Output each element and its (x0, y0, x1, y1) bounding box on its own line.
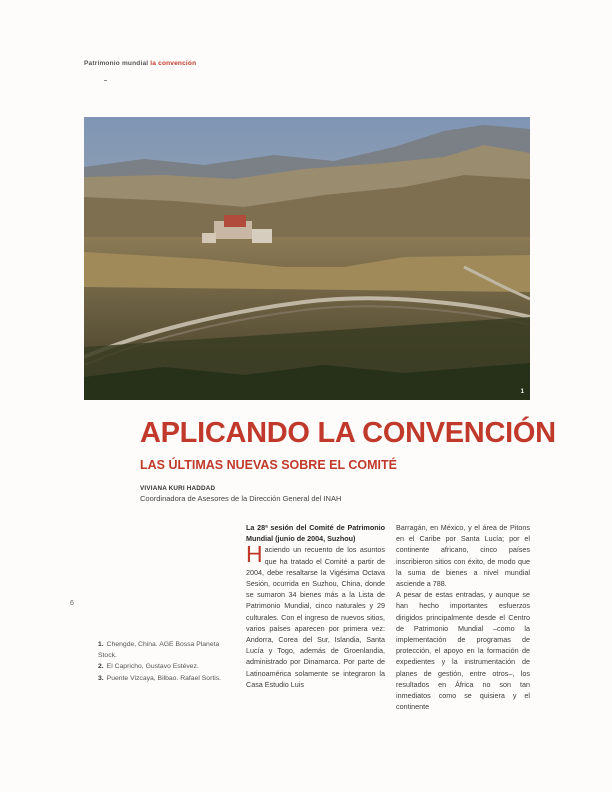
text-column-1 (246, 522, 385, 690)
caption-text: Chengde, China. AGE Bossa Planeta Stock. (98, 641, 220, 660)
body-paragraph-1 (246, 541, 385, 690)
section-suffix: la convención (150, 60, 197, 67)
caption-text: Puente Vizcaya, Bilbao. Rafael Sortis. (106, 674, 222, 682)
caption-item (98, 639, 238, 661)
section-header (84, 60, 196, 67)
body-text-1: aciendo un recuento de los asuntos que ha tratado el Comité a partir de 2004, debe resaltarse la Vigésima Octava Sesión, ocurrida en Suzhou, China, donde se sumaron 34 bienes más a la Lista de Patrimonio Mundial, cinco naturales y 29 culturales. Con el ingreso de nuevos sitios, varios países aparecen por primera vez: Andorra, Corea del Sur, Islandia, Santa Lucía y Togo, además de Groenlandia, administrado por Dinamarca. Por parte de Latinoamérica solamente se integraron la Casa Estudio Luis (246, 545, 385, 689)
article-subtitle: LAS ÚLTIMAS NUEVAS SOBRE EL COMITÉ (140, 458, 397, 472)
section-prefix: Patrimonio mundial (84, 60, 149, 67)
caption-number: 1. (98, 641, 104, 648)
caption-number: 2. (98, 663, 104, 671)
author-role: Coordinadora de Asesores de la Dirección General del INAH (140, 494, 342, 503)
great-wall-illustration (84, 117, 530, 400)
caption-number: 3. (98, 674, 104, 682)
author-name: VIVIANA KURI HADDAD (140, 485, 216, 492)
photo-captions (98, 639, 238, 684)
article-subhead: La 28ª sesión del Comité de Patrimonio Mundial (junio de 2004, Suzhou) (246, 523, 385, 544)
page-number: 6 (70, 600, 74, 607)
body-paragraph-2: Barragán, en México, y el área de Pitons en el Caribe por Santa Lucía; por el continente africano, cinco países inscribieron sitios con éxito, de modo que la suma de bienes a nivel mundial asciende a 788. (396, 523, 530, 589)
caption-item (98, 673, 238, 684)
body-paragraph-3: A pesar de estas entradas, y aunque se han hecho importantes esfuerzos dirigidos principalmente desde el Centro de Patrimonio Mundial –como la implementación de programas de protección, el apoyo en la formación de expedientes y la instrumentación de planes de gestión, entre otros–, los resultados en África no son tan inmediatos como se quisiera y el continente (396, 590, 530, 712)
caption-item (98, 661, 238, 672)
drop-cap: H (246, 541, 263, 568)
header-mark (104, 80, 107, 81)
article-title: APLICANDO LA CONVENCIÓN (140, 417, 556, 449)
landscape-photo (84, 117, 530, 400)
photo-number: 1 (520, 389, 524, 395)
text-column-2 (396, 522, 530, 712)
caption-text: El Capricho, Gustavo Estévez. (106, 663, 199, 671)
